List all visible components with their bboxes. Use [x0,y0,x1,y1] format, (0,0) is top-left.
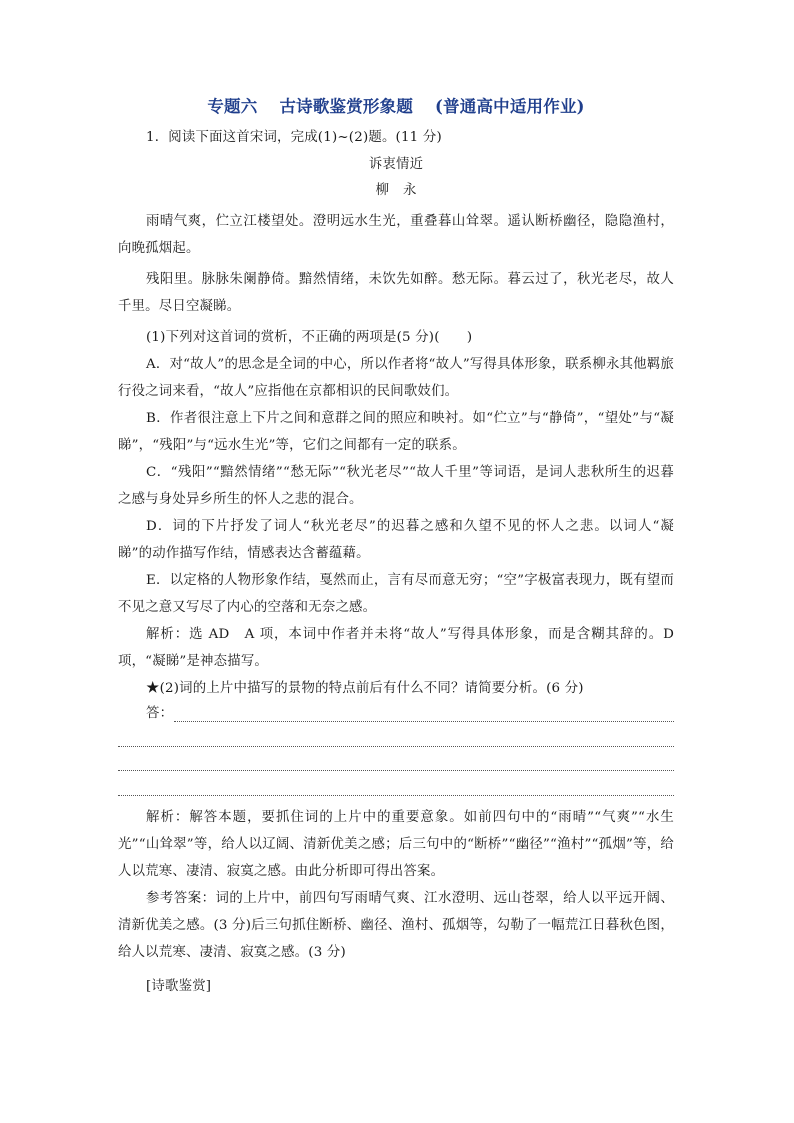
question-1-heading: 1．阅读下面这首宋词，完成(1)~(2)题。(11 分) [146,130,442,145]
sub-question-2-prompt: ★(2)词的上片中描写的景物的特点前后有什么不同？请简要分析。(6 分) [146,680,584,696]
author-given-name: 永 [403,183,417,198]
answer-line[interactable] [118,726,674,751]
title-subject: 古诗歌鉴赏形象题 [279,97,414,116]
sub-question-1-prompt: (1)下列对这首词的赏析，不正确的两项是(5 分)( ) [146,329,473,345]
sub-question-1-analysis: 解析：选 AD A 项，本词中作者并未将“故人”写得具体形象，而是含糊其辞的。D 项，“凝睇”是神态描写。 [118,626,674,669]
poem-stanza-2: 残阳里。脉脉朱阑静倚。黯然情绪，未饮先如醉。愁无际。暮云过了，秋光老尽，故人千里。尽日空凝睇。 [118,271,674,314]
page-title [118,92,674,122]
title-scope: (普通高中适用作业) [435,97,585,116]
option-d: D．词的下片抒发了词人“秋光老尽”的迟暮之感和久望不见的怀人之悲。以词人“凝睇”的动作描写作结，情感表达含蓄蕴藉。 [118,518,674,561]
answer-line[interactable] [118,775,674,800]
dotted-line [174,721,674,722]
option-c: C．“残阳”“黯然情绪”“愁无际”“秋光老尽”“故人千里”等词语，是词人悲秋所生的迟暮之感与身处异乡所生的怀人之悲的混合。 [118,464,674,507]
poem-stanza-1: 雨晴气爽，伫立江楼望处。澄明远水生光，重叠暮山耸翠。遥认断桥幽径，隐隐渔村，向晚孤烟起。 [118,213,674,256]
poem-author [118,178,674,205]
section-tag: [诗歌鉴赏] [146,978,212,994]
option-b: B．作者很注意上下片之间和意群之间的照应和映衬。如“伫立”与“静倚”，“望处”与“凝睇”，“残阳”与“远水生光”等，它们之间都有一定的联系。 [118,410,674,453]
title-topic: 专题六 [207,97,258,116]
author-surname: 柳 [375,183,389,198]
poem-title: 诉衷情近 [368,156,424,172]
option-e: E．以定格的人物形象作结，戛然而止，言有尽而意无穷；“空”字极富表现力，既有望而不见之意又写尽了内心的空落和无奈之感。 [118,572,674,615]
answer-line[interactable] [118,702,674,727]
answer-label: 答： [146,705,174,721]
answer-line[interactable] [118,751,674,776]
answer-area[interactable] [118,702,674,800]
reference-answer: 参考答案：词的上片中，前四句写雨晴气爽、江水澄明、远山苍翠，给人以平远开阔、清新优美之感。(3 分)后三句抓住断桥、幽径、渔村、孤烟等，勾勒了一幅荒江日暮秋色图，给人以荒寒、凄清、寂寞之感。(3 分) [118,890,674,960]
dotted-line [118,795,674,796]
document-page [118,92,674,1000]
dotted-line [118,770,674,771]
option-a: A．对“故人”的思念是全词的中心，所以作者将“故人”写得具体形象，联系柳永其他羁旅行役之词来看，“故人”应指他在京都相识的民间歌妓们。 [118,356,674,399]
dotted-line [118,746,674,747]
sub-question-2-analysis: 解析：解答本题，要抓住词的上片中的重要意象。如前四句中的“雨晴”“气爽”“水生光”“山耸翠”等，给人以辽阔、清新优美之感；后三句中的“断桥”“幽径”“渔村”“孤烟”等，给人以荒寒、凄清、寂寞之感。由此分析即可得出答案。 [118,809,674,879]
